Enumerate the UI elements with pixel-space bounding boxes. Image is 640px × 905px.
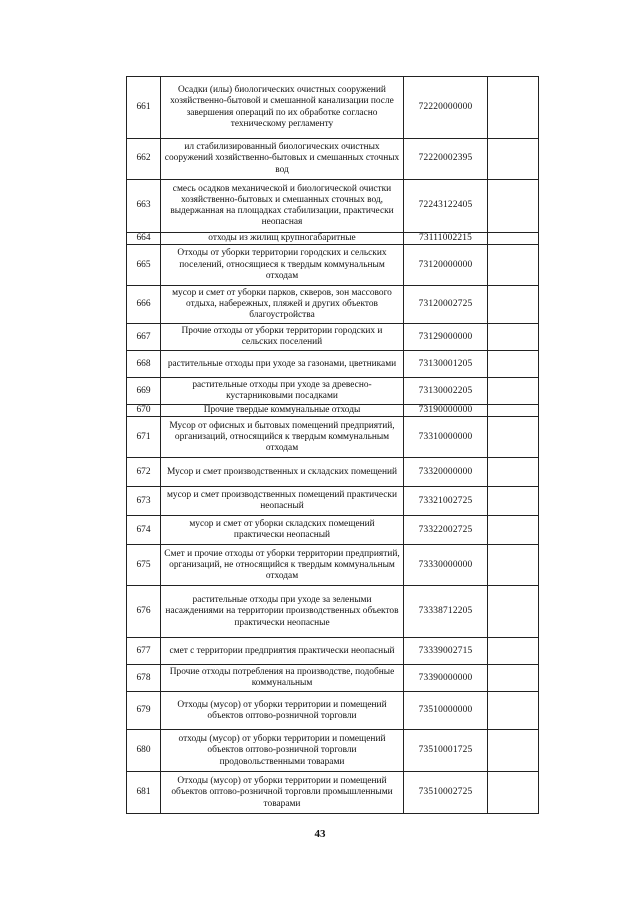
- waste-name: мусор и смет от уборки парков, скверов, зон массового отдыха, набережных, пляжей и других объектов благоустройства: [161, 286, 404, 324]
- fkko-code: 73120002725: [404, 286, 488, 324]
- table-row: [127, 139, 539, 180]
- row-number: 678: [127, 665, 161, 692]
- waste-name: растительные отходы при уходе за древесно-кустарниковыми посадками: [161, 378, 404, 405]
- empty-cell: [488, 417, 539, 458]
- empty-cell: [488, 139, 539, 180]
- fkko-code: 73510000000: [404, 692, 488, 730]
- fkko-code: 73190000000: [404, 405, 488, 417]
- row-number: 677: [127, 638, 161, 665]
- waste-name: отходы (мусор) от уборки территории и помещений объектов оптово-розничной торговли продовольственными товарами: [161, 730, 404, 772]
- table-row: [127, 417, 539, 458]
- row-number: 663: [127, 180, 161, 233]
- row-number: 672: [127, 458, 161, 487]
- waste-name: мусор и смет производственных помещений практически неопасный: [161, 487, 404, 516]
- empty-cell: [488, 245, 539, 286]
- waste-name: Отходы (мусор) от уборки территории и помещений объектов оптово-розничной торговли: [161, 692, 404, 730]
- fkko-code: 72220002395: [404, 139, 488, 180]
- fkko-code: 73339002715: [404, 638, 488, 665]
- fkko-code: 73321002725: [404, 487, 488, 516]
- fkko-code: 73390000000: [404, 665, 488, 692]
- waste-name: растительные отходы при уходе за зелеными насаждениями на территории производственных объектов практически неопасные: [161, 586, 404, 638]
- table-row: [127, 772, 539, 814]
- empty-cell: [488, 516, 539, 545]
- table-row: [127, 516, 539, 545]
- empty-cell: [488, 545, 539, 586]
- fkko-code: 73120000000: [404, 245, 488, 286]
- empty-cell: [488, 405, 539, 417]
- row-number: 666: [127, 286, 161, 324]
- waste-name: Мусор от офисных и бытовых помещений предприятий, организаций, относящийся к твердым коммунальным отходам: [161, 417, 404, 458]
- table-row: [127, 545, 539, 586]
- table-row: [127, 586, 539, 638]
- waste-name: Прочие твердые коммунальные отходы: [161, 405, 404, 417]
- fkko-code: 73130002205: [404, 378, 488, 405]
- row-number: 671: [127, 417, 161, 458]
- empty-cell: [488, 665, 539, 692]
- waste-name: Прочие отходы потребления на производстве, подобные коммунальным: [161, 665, 404, 692]
- page-number: 43: [314, 828, 326, 840]
- fkko-code: 72220000000: [404, 77, 488, 139]
- row-number: 661: [127, 77, 161, 139]
- row-number: 670: [127, 405, 161, 417]
- empty-cell: [488, 458, 539, 487]
- waste-name: смет с территории предприятия практически неопасный: [161, 638, 404, 665]
- empty-cell: [488, 233, 539, 245]
- row-number: 673: [127, 487, 161, 516]
- table-row: [127, 730, 539, 772]
- table-row: [127, 77, 539, 139]
- row-number: 679: [127, 692, 161, 730]
- empty-cell: [488, 730, 539, 772]
- row-number: 680: [127, 730, 161, 772]
- row-number: 664: [127, 233, 161, 245]
- table-row: [127, 487, 539, 516]
- empty-cell: [488, 378, 539, 405]
- waste-name: Осадки (илы) биологических очистных сооружений хозяйственно-бытовой и смешанной канализации после завершения операций по их обработке согласно техническому регламенту: [161, 77, 404, 139]
- table-row: [127, 245, 539, 286]
- waste-name: смесь осадков механической и биологической очистки хозяйственно-бытовых и смешанных сточных вод, выдержанная на площадках стабилизации, практически неопасная: [161, 180, 404, 233]
- table-row: [127, 286, 539, 324]
- row-number: 681: [127, 772, 161, 814]
- empty-cell: [488, 586, 539, 638]
- row-number: 669: [127, 378, 161, 405]
- table-body: [127, 77, 539, 814]
- table-row: [127, 233, 539, 245]
- fkko-code: 72243122405: [404, 180, 488, 233]
- row-number: 665: [127, 245, 161, 286]
- row-number: 674: [127, 516, 161, 545]
- table-row: [127, 324, 539, 351]
- fkko-code: 73330000000: [404, 545, 488, 586]
- empty-cell: [488, 77, 539, 139]
- waste-name: ил стабилизированный биологических очистных сооружений хозяйственно-бытовых и смешанных сточных вод: [161, 139, 404, 180]
- fkko-code: 73510002725: [404, 772, 488, 814]
- empty-cell: [488, 692, 539, 730]
- table-row: [127, 692, 539, 730]
- table-row: [127, 180, 539, 233]
- waste-name: Отходы (мусор) от уборки территории и помещений объектов оптово-розничной торговли промышленными товарами: [161, 772, 404, 814]
- waste-name: Мусор и смет производственных и складских помещений: [161, 458, 404, 487]
- waste-classification-table: [126, 76, 539, 814]
- fkko-code: 73510001725: [404, 730, 488, 772]
- table-row: [127, 638, 539, 665]
- table-row: [127, 665, 539, 692]
- empty-cell: [488, 180, 539, 233]
- row-number: 675: [127, 545, 161, 586]
- empty-cell: [488, 487, 539, 516]
- table-row: [127, 458, 539, 487]
- table-row: [127, 378, 539, 405]
- fkko-code: 73320000000: [404, 458, 488, 487]
- empty-cell: [488, 324, 539, 351]
- waste-name: Отходы от уборки территории городских и сельских поселений, относящиеся к твердым коммунальным отходам: [161, 245, 404, 286]
- row-number: 662: [127, 139, 161, 180]
- waste-name: мусор и смет от уборки складских помещений практически неопасный: [161, 516, 404, 545]
- waste-name: отходы из жилищ крупногабаритные: [161, 233, 404, 245]
- waste-name: Смет и прочие отходы от уборки территории предприятий, организаций, не относящийся к твердым коммунальным отходам: [161, 545, 404, 586]
- row-number: 667: [127, 324, 161, 351]
- fkko-code: 73129000000: [404, 324, 488, 351]
- empty-cell: [488, 638, 539, 665]
- row-number: 668: [127, 351, 161, 378]
- fkko-code: 73130001205: [404, 351, 488, 378]
- empty-cell: [488, 351, 539, 378]
- waste-name: растительные отходы при уходе за газонами, цветниками: [161, 351, 404, 378]
- fkko-code: 73111002215: [404, 233, 488, 245]
- waste-name: Прочие отходы от уборки территории городских и сельских поселений: [161, 324, 404, 351]
- table-row: [127, 405, 539, 417]
- empty-cell: [488, 286, 539, 324]
- row-number: 676: [127, 586, 161, 638]
- table-row: [127, 351, 539, 378]
- fkko-code: 73310000000: [404, 417, 488, 458]
- fkko-code: 73322002725: [404, 516, 488, 545]
- fkko-code: 73338712205: [404, 586, 488, 638]
- empty-cell: [488, 772, 539, 814]
